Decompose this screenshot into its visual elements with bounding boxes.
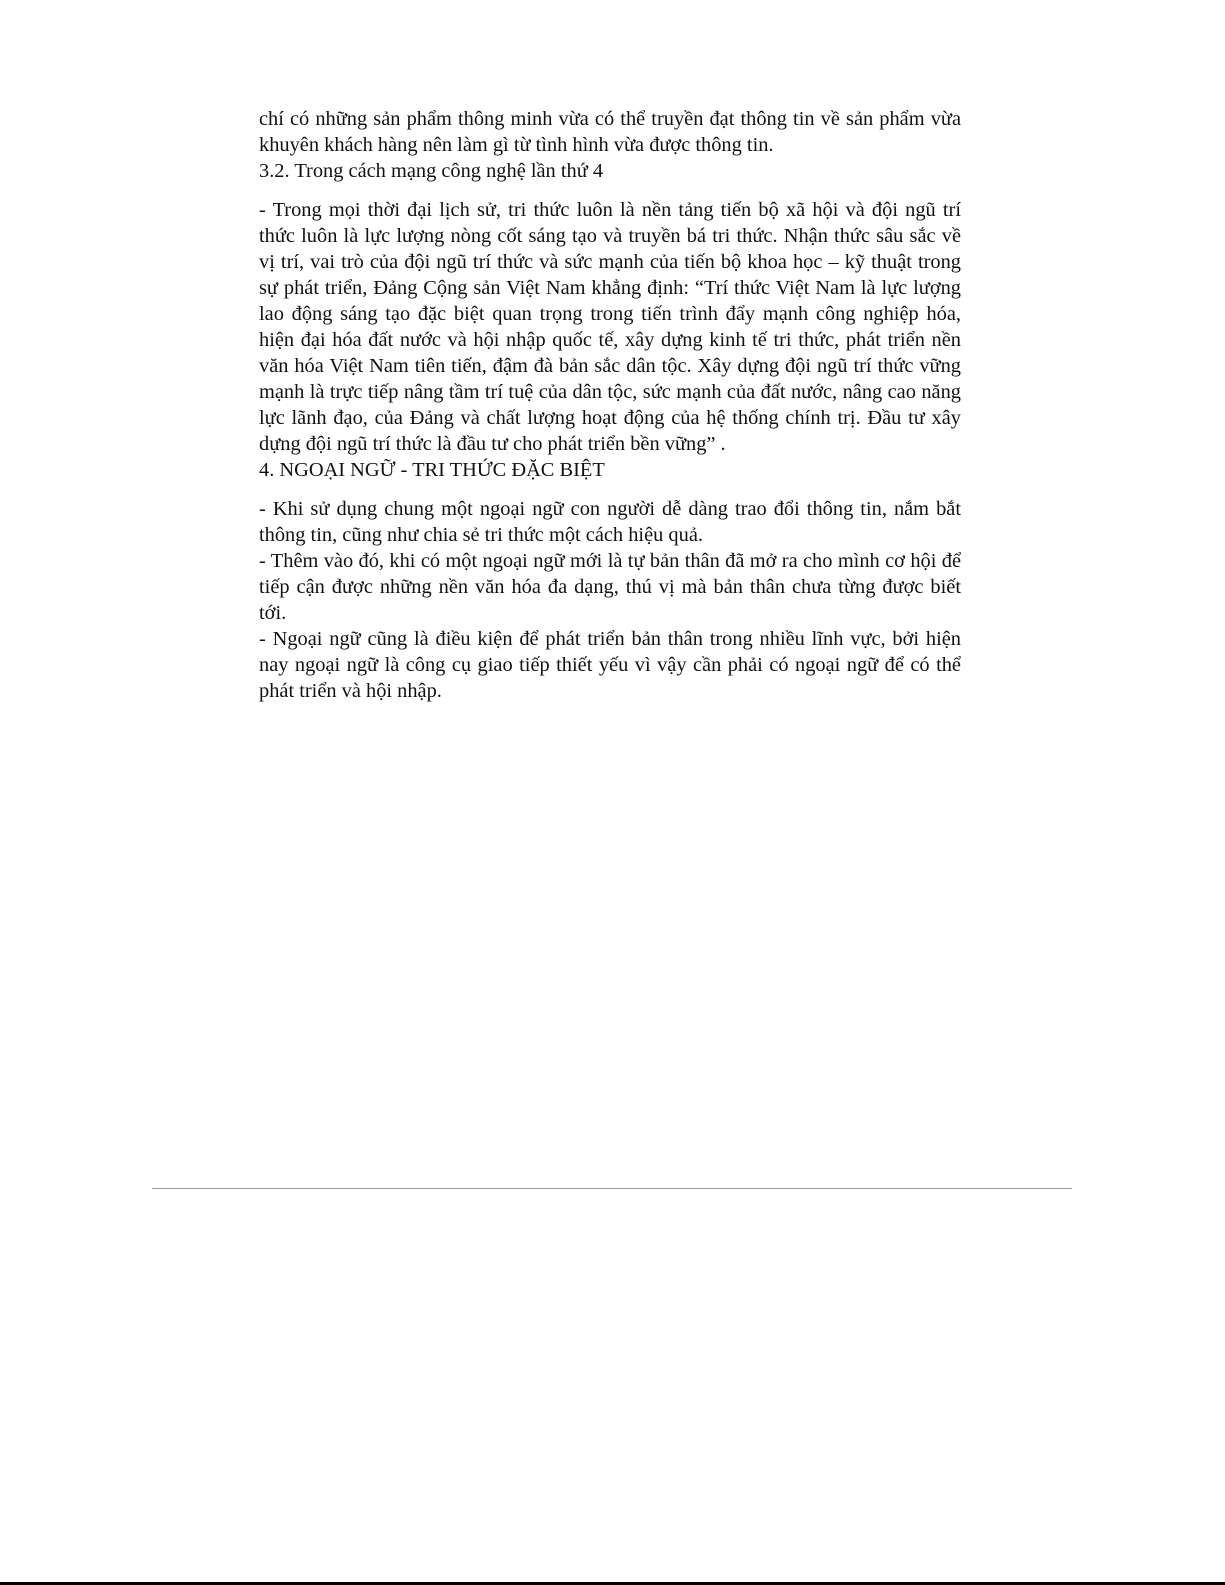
paragraph-foreign-language-1: - Khi sử dụng chung một ngoại ngữ con người dễ dàng trao đổi thông tin, nắm bắt thông tin, cũng như chia sẻ tri thức một cách hiệu quả. [259,498,961,546]
paragraph-intro-continuation: chí có những sản phẩm thông minh vừa có thể truyền đạt thông tin về sản phẩm vừa khuyên khách hàng nên làm gì từ tình hình vừa được thông tin. [259,108,961,156]
paragraph-intellectuals: - Trong mọi thời đại lịch sử, tri thức luôn là nền tảng tiến bộ xã hội và đội ngũ trí thức luôn là lực lượng nòng cốt sáng tạo và truyền bá tri thức. Nhận thức sâu sắc về vị trí, vai trò của đội ngũ trí thức và sức mạnh của tiến bộ khoa học – kỹ thuật trong sự phát triển, Đảng Cộng sản Việt Nam khẳng định: “Trí thức Việt Nam là lực lượng lao động sáng tạo đặc biệt quan trọng trong tiến trình đẩy mạnh công nghiệp hóa, hiện đại hóa đất nước và hội nhập quốc tế, xây dựng kinh tế tri thức, phát triển nền văn hóa Việt Nam tiên tiến, đậm đà bản sắc dân tộc. Xây dựng đội ngũ trí thức vững mạnh là trực tiếp nâng tầm trí tuệ của dân tộc, sức mạnh của đất nước, nâng cao năng lực lãnh đạo, của Đảng và chất lượng hoạt động của hệ thống chính trị. Đầu tư xây dựng đội ngũ trí thức là đầu tư cho phát triển bền vững” . [259,199,961,455]
paragraph-foreign-language-3: - Ngoại ngữ cũng là điều kiện để phát triển bản thân trong nhiều lĩnh vực, bởi hiện nay ngoại ngữ là công cụ giao tiếp thiết yếu vì vậy cần phải có ngoại ngữ để có thể phát triển và hội nhập. [259,628,961,702]
document-body [259,106,961,704]
section-heading-4: 4. NGOẠI NGỮ - TRI THỨC ĐẶC BIỆT [259,459,605,481]
page-break-rule [152,1188,1072,1189]
section-heading-3-2: 3.2. Trong cách mạng công nghệ lần thứ 4 [259,160,604,182]
paragraph-foreign-language-2: - Thêm vào đó, khi có một ngoại ngữ mới là tự bản thân đã mở ra cho mình cơ hội để tiếp cận được những nền văn hóa đa dạng, thú vị mà bản thân chưa từng được biết tới. [259,550,961,624]
